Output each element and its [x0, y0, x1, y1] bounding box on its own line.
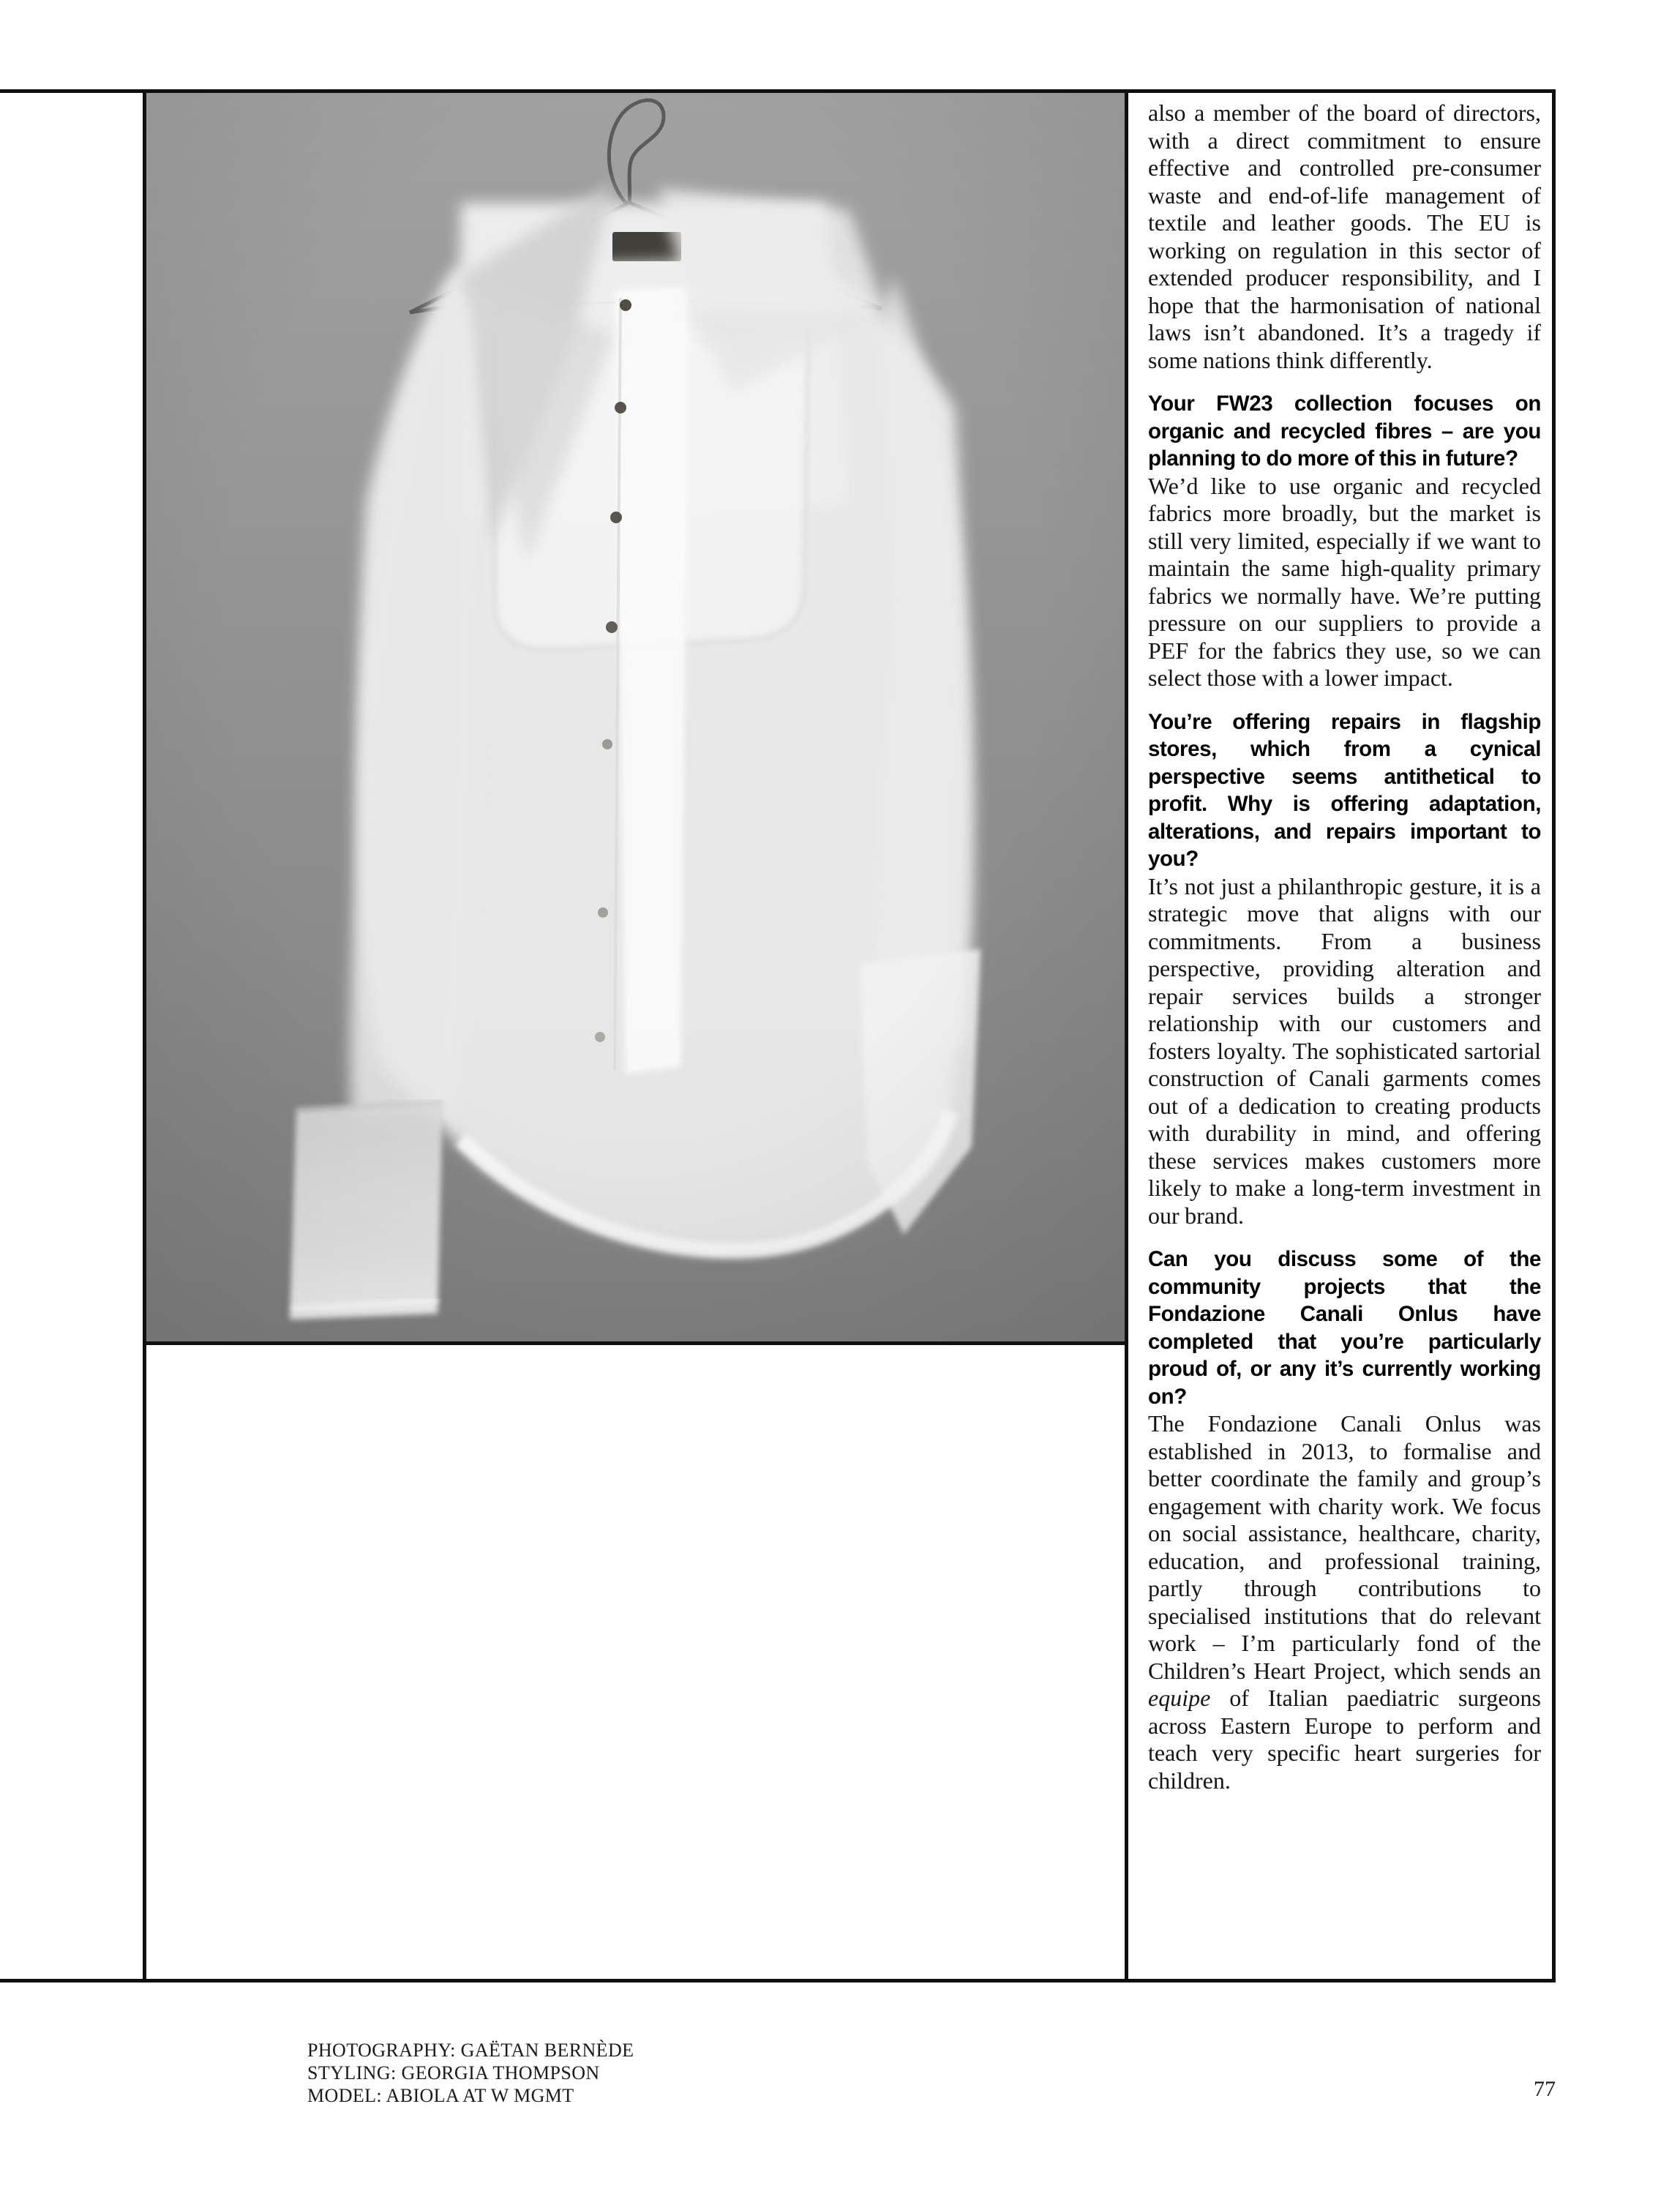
answer-italic-word: equipe — [1148, 1685, 1211, 1711]
interview-question: Your FW23 collection focuses on organic and recycled fibres – are you planning to do more of this in future? — [1148, 392, 1541, 471]
interview-paragraph: also a member of the board of directors, with a direct commitment to ensure effective and controlled pre-consumer waste and end-of-life management of textile and leather goods. The EU is working on regulation in this sector of extended producer responsibility, and I hope that the harmonisation of national laws isn’t abandoned. It’s a tragedy if some nations think differently. — [1148, 100, 1541, 373]
page-number: 77 — [1534, 2077, 1556, 2101]
rule-column-divider — [1125, 89, 1128, 1983]
interview-column — [1148, 100, 1541, 1811]
interview-question: Can you discuss some of the community projects that the Fondazione Canali Onlus have completed that you’re particularly proud of, or any it’s currently working on? — [1148, 1247, 1541, 1409]
credit-photography: PHOTOGRAPHY: GAËTAN BERNÈDE — [307, 2040, 634, 2061]
answer-text: The Fondazione Canali Onlus was established in 2013, to formalise and better coordinate the family and group’s engagement with charity work. We focus on social assistance, healthcare, charity, education, and professional training, partly through contributions to specialised institutions that do relevant work – I’m particularly fond of the Children’s Heart Project, which sends an — [1148, 1410, 1541, 1684]
credit-styling: STYLING: GEORGIA THOMPSON — [307, 2062, 600, 2083]
rule-right — [1552, 89, 1556, 1983]
credit-model: MODEL: ABIOLA AT W MGMT — [307, 2085, 574, 2106]
interview-paragraph — [1148, 1410, 1541, 1794]
answer-text: of Italian paediatric surgeons across Eastern Europe to perform and teach very specific heart surgeries for children. — [1148, 1685, 1541, 1794]
rule-bottom — [0, 1979, 1556, 1983]
interview-question: You’re offering repairs in flagship stores, which from a cynical perspective seems antithetical to profit. Why is offering adaptation, alterations, and repairs important to you? — [1148, 709, 1541, 871]
shirt-photo — [146, 93, 1125, 1341]
shirt-photo-graphic — [146, 93, 1125, 1341]
interview-paragraph: We’d like to use organic and recycled fabrics more broadly, but the market is still very limited, especially if we want to maintain the same high-quality primary fabrics we normally have. We’re putting pressure on our suppliers to provide a PEF for the fabrics they use, so we can select those with a lower impact. — [1148, 472, 1541, 691]
credits-block — [307, 2039, 634, 2107]
rule-photo-bottom — [143, 1341, 1128, 1345]
interview-paragraph: It’s not just a philanthropic gesture, it is a strategic move that aligns with our commitments. From a business perspective, providing alteration and repair services builds a stronger relationship with our customers and fosters loyalty. The sophisticated sartorial construction of Canali garments comes out of a dedication to creating products with durability in mind, and offering these services makes customers more likely to make a long-term investment in our brand. — [1148, 872, 1541, 1229]
photo-vignette — [146, 93, 1125, 1341]
